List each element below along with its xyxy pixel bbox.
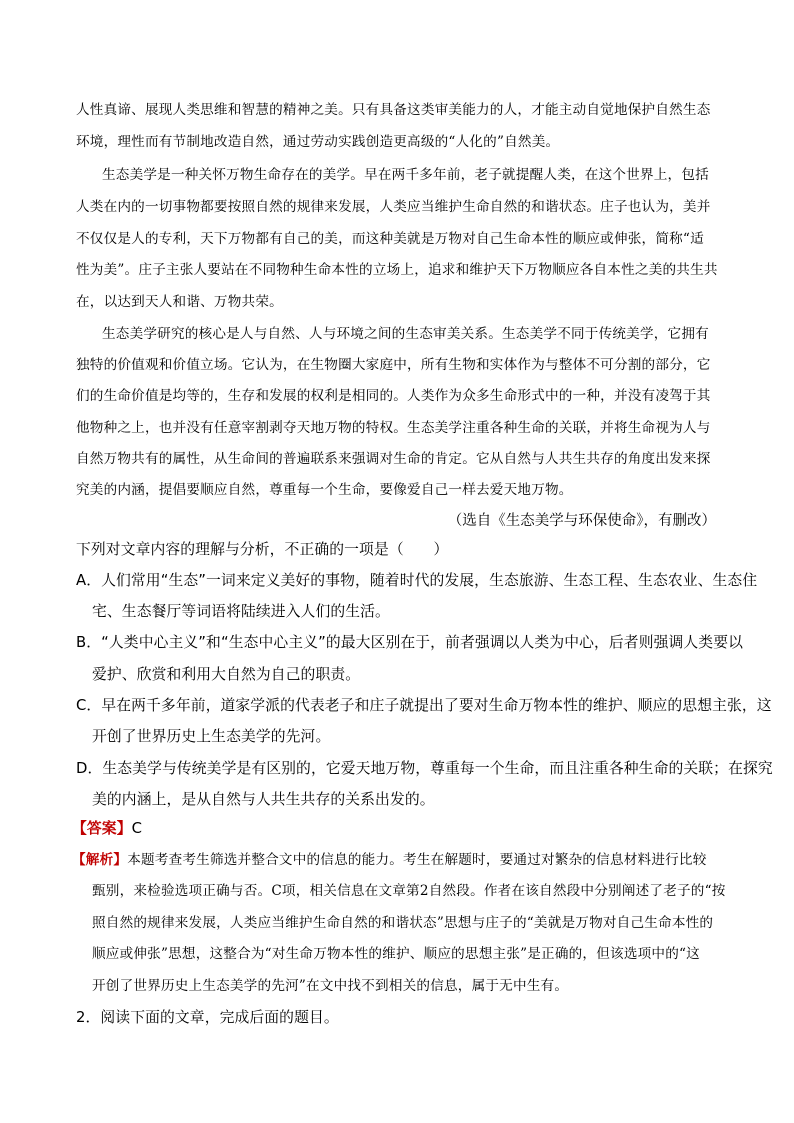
passage-line-3: 生态美学是一种关怀万物生命存在的美学。早在两千多年前，老子就提醒人类，在这个世界上，包括 bbox=[102, 167, 709, 183]
passage-line-12: 自然万物共有的属性，从生命间的普遍联系来强调对生命的肯定。它从自然与人共生共存的角度出发来探 bbox=[76, 451, 711, 467]
passage-line-13: 究美的内涵，提倡要顺应自然，尊重每一个生命，要像爱自己一样去爱天地万物。 bbox=[76, 482, 573, 498]
passage-line-2: 环境，理性而有节制地改造自然，通过劳动实践创造更高级的“人化的”自然美。 bbox=[76, 134, 560, 150]
option-b-line-1: B．“人类中心主义”和“生态中心主义”的最大区别在于，前者强调以人类为中心，后者则强调人类要以 bbox=[76, 634, 743, 651]
analysis-line-5: 开创了世界历史上生态美学的先河”在文中找不到相关的信息，属于无中生有。 bbox=[92, 978, 569, 994]
passage-line-8: 生态美学研究的核心是人与自然、人与环境之间的生态审美关系。生态美学不同于传统美学，它拥有 bbox=[102, 326, 709, 342]
option-d-line-2: 美的内涵上，是从自然与人共生共存的关系出发的。 bbox=[92, 791, 435, 808]
passage-line-1: 人性真谛、展现人类思维和智慧的精神之美。只有具备这类审美能力的人，才能主动自觉地保护自然生态 bbox=[76, 102, 711, 118]
option-d-line-1: D．生态美学与传统美学是有区别的，它爱天地万物，尊重每一个生命，而且注重各种生命的关联；在探究 bbox=[76, 760, 773, 777]
answer-value: C bbox=[131, 820, 143, 837]
passage-line-7: 在，以达到天人和谐、万物共荣。 bbox=[76, 294, 283, 310]
option-a-line-1: A．人们常用“生态”一词来定义美好的事物，随着时代的发展，生态旅游、生态工程、生态农业、生态住 bbox=[76, 572, 758, 589]
option-c-line-2: 开创了世界历史上生态美学的先河。 bbox=[92, 728, 331, 745]
passage-line-5: 不仅仅是人的专利，天下万物都有自己的美，而这种美就是万物对自己生命本性的顺应或伸张，简称“适 bbox=[76, 231, 704, 247]
analysis-line-1 bbox=[72, 850, 707, 870]
analysis-line-4: 顺应或伸张”思想，这整合为“对生命万物本性的维护、顺应的思想主张”是正确的，但该选项中的“这 bbox=[92, 946, 700, 962]
passage-line-11: 他物种之上，也并没有任意宰割剥夺天地万物的特权。生态美学注重各种生命的关联，并将生命视为人与 bbox=[76, 420, 711, 436]
option-c-line-1: C．早在两千多年前，道家学派的代表老子和庄子就提出了要对生命万物本性的维护、顺应的思想主张，这 bbox=[76, 697, 772, 714]
next-question: 2．阅读下面的文章，完成后面的题目。 bbox=[76, 1009, 339, 1026]
analysis-line-3: 照自然的规律来发展，人类应当维护生命自然的和谐状态”思想与庄子的“美就是万物对自己生命本性的 bbox=[92, 915, 714, 931]
analysis-text-1: 本题考查考生筛选并整合文中的信息的能力。考生在解题时，要通过对繁杂的信息材料进行比较 bbox=[127, 852, 707, 868]
option-a-line-2: 宅、生态餐厅等词语将陆续进入人们的生活。 bbox=[92, 603, 390, 620]
passage-line-4: 人类在内的一切事物都要按照自然的规律来发展，人类应当维护生命自然的和谐状态。庄子也认为，美并 bbox=[76, 199, 711, 215]
passage-source: （选自《生态美学与环保使命》，有删改） bbox=[447, 513, 716, 529]
passage-line-10: 们的生命价值是均等的，生存和发展的权利是相同的。人类作为众多生命形式中的一种，并没有凌驾于其 bbox=[76, 388, 711, 404]
analysis-line-2: 甄别，来检验选项正确与否。C项，相关信息在文章第2自然段。作者在该自然段中分别阐述了老子的“按 bbox=[92, 883, 726, 899]
analysis-label: 【解析】 bbox=[72, 852, 128, 868]
answer-label: 【答案】 bbox=[72, 820, 132, 837]
question-stem: 下列对文章内容的理解与分析，不正确的一项是（ ） bbox=[76, 541, 449, 558]
answer-row bbox=[72, 819, 142, 839]
passage-line-9: 独特的价值观和价值立场。它认为，在生物圈大家庭中，所有生物和实体作为与整体不可分割的部分，它 bbox=[76, 357, 711, 373]
passage-line-6: 性为美”。庄子主张人要站在不同物种生命本性的立场上，追求和维护天下万物顺应各自本性之美的共生共 bbox=[76, 262, 718, 278]
option-b-line-2: 爱护、欣赏和利用大自然为自己的职责。 bbox=[92, 666, 361, 683]
